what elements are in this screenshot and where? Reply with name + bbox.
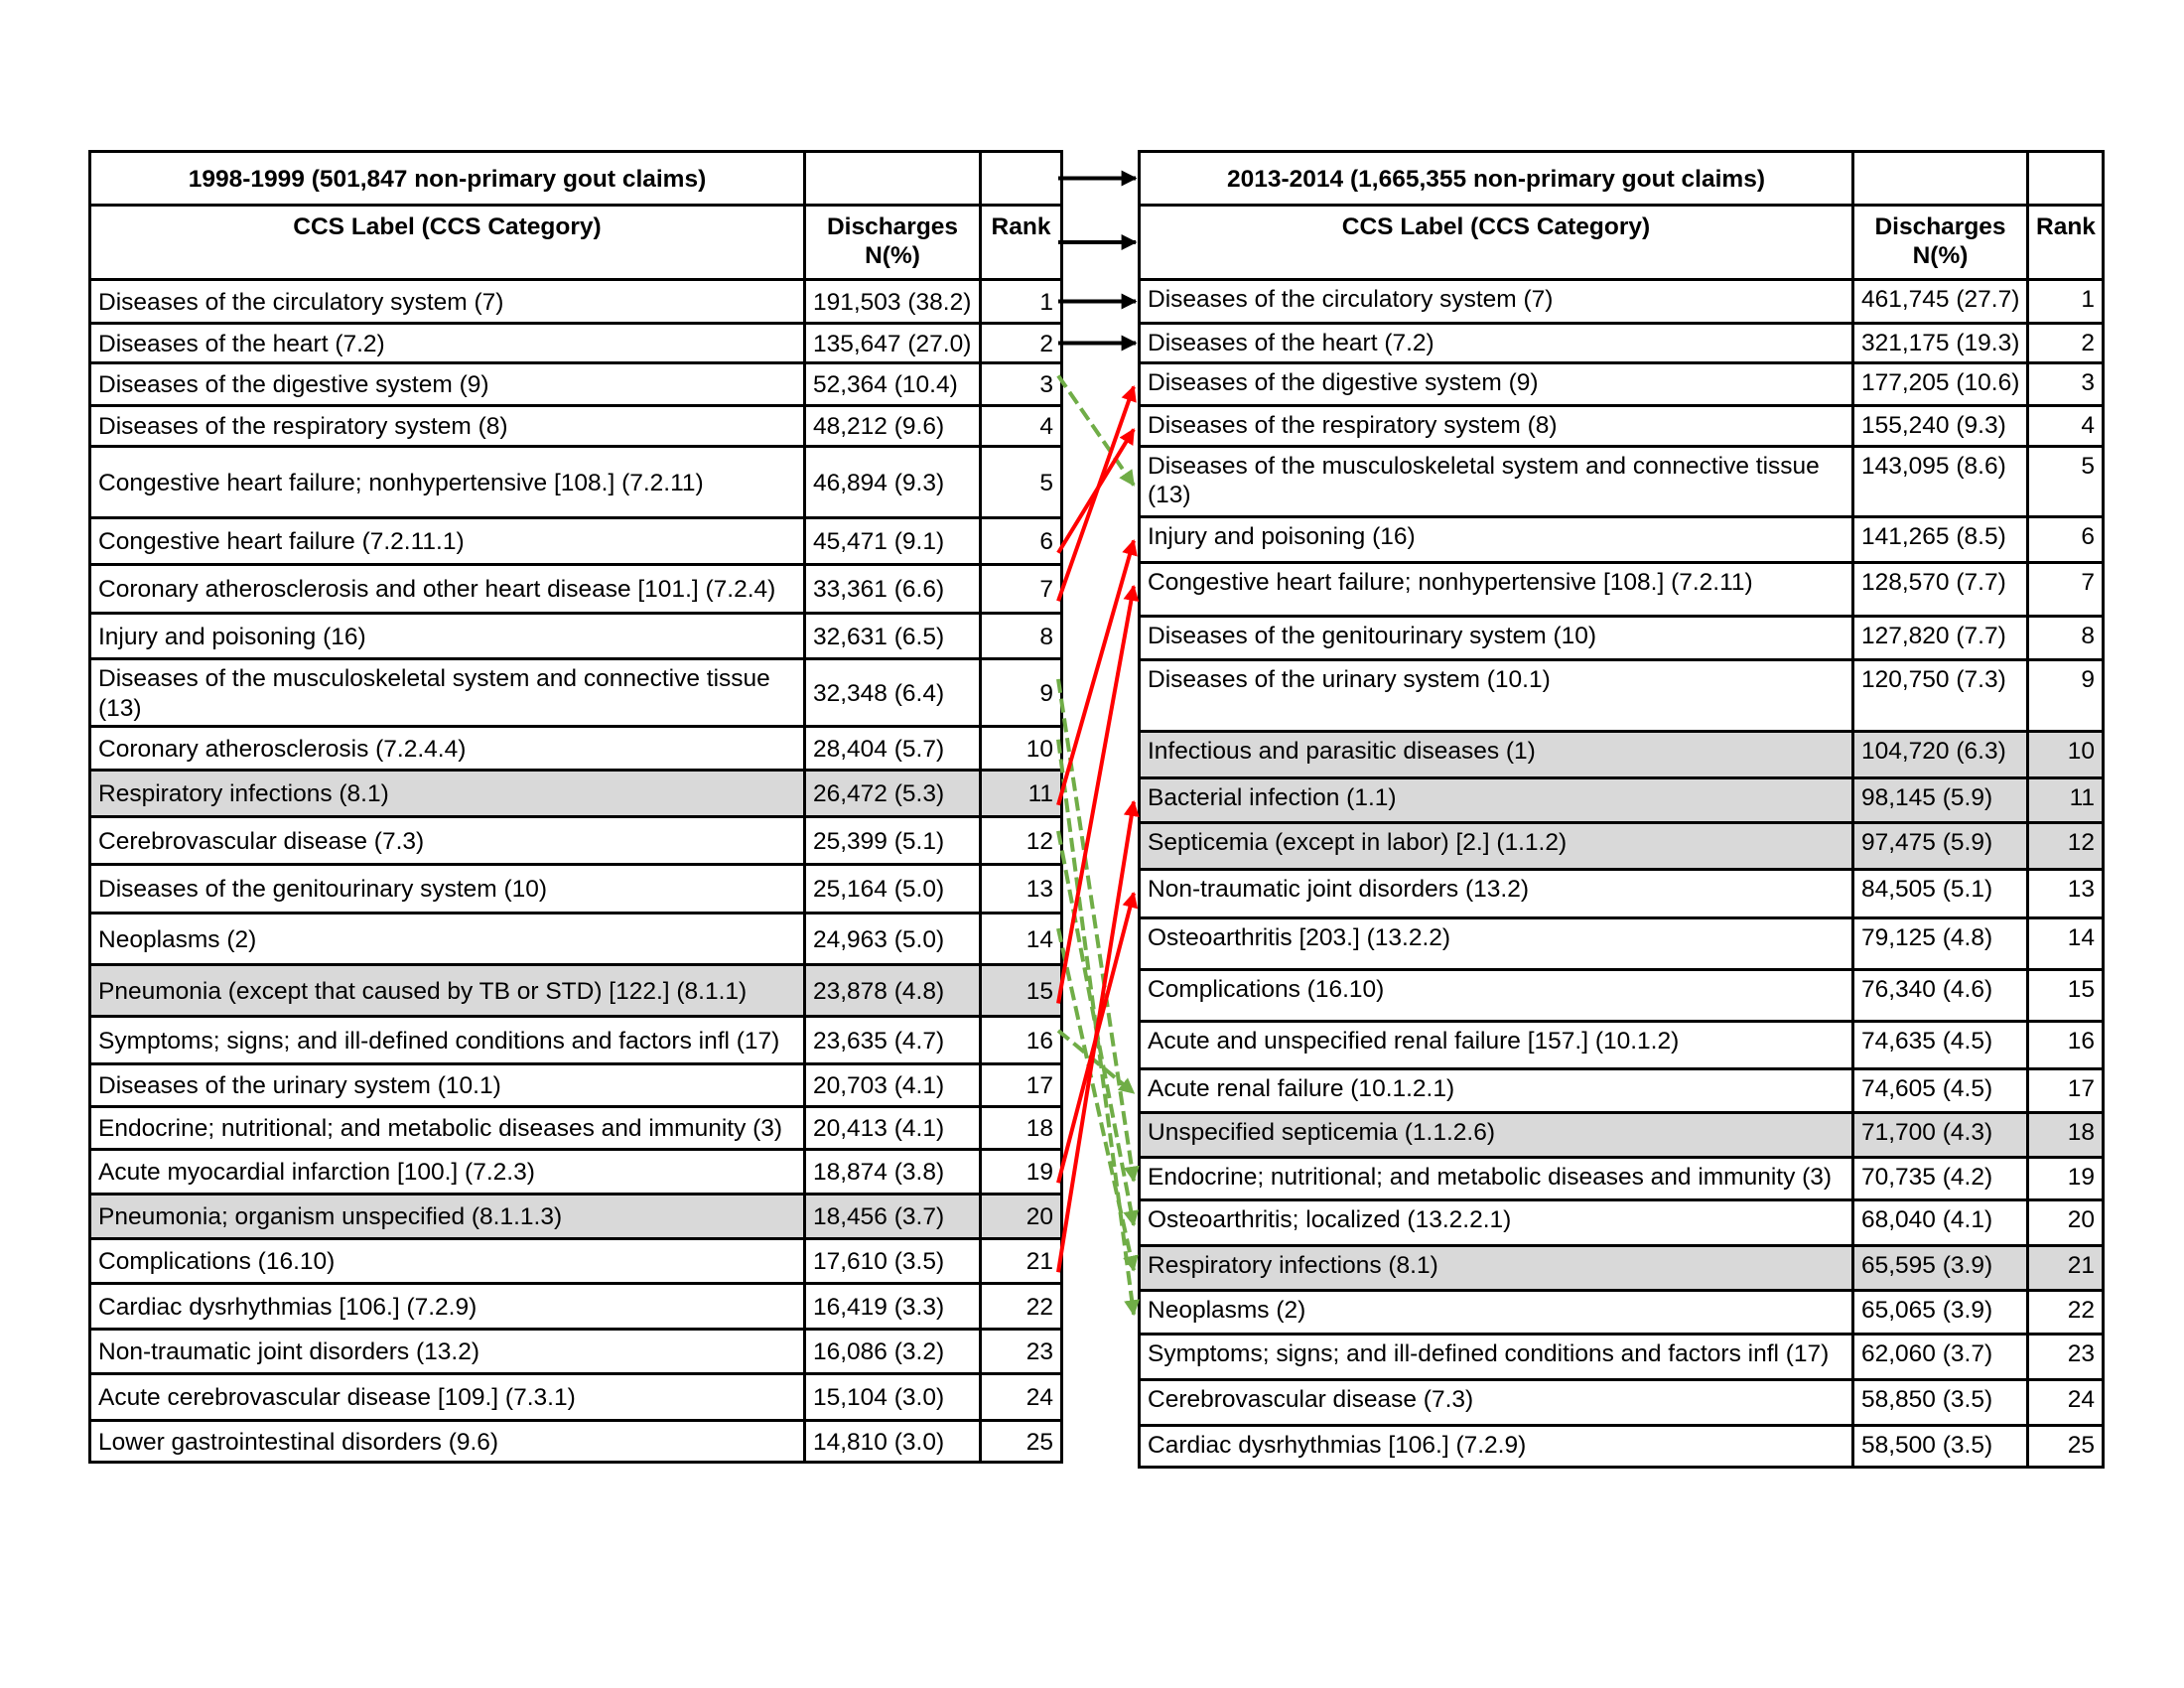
discharges-cell: 62,060 (3.7) bbox=[1853, 1335, 2028, 1380]
rank-cell: 4 bbox=[981, 406, 1062, 447]
table-row bbox=[90, 518, 1062, 565]
table-row bbox=[90, 1107, 1062, 1150]
ccs-label-cell: Acute and unspecified renal failure [157.] (10.1.2) bbox=[1140, 1022, 1853, 1069]
table-row bbox=[1140, 870, 2104, 918]
ccs-label-cell: Lower gastrointestinal disorders (9.6) bbox=[90, 1421, 805, 1463]
rank-cell: 3 bbox=[981, 363, 1062, 406]
rank-cell: 13 bbox=[981, 865, 1062, 914]
arrow-rank-up bbox=[1058, 387, 1134, 602]
discharges-cell: 58,500 (3.5) bbox=[1853, 1426, 2028, 1468]
discharges-cell: 17,610 (3.5) bbox=[805, 1239, 981, 1284]
col-header-label: CCS Label (CCS Category) bbox=[90, 206, 805, 280]
discharges-cell: 52,364 (10.4) bbox=[805, 363, 981, 406]
ccs-label-cell: Complications (16.10) bbox=[90, 1239, 805, 1284]
discharges-cell: 191,503 (38.2) bbox=[805, 280, 981, 324]
arrow-rank-up bbox=[1058, 894, 1134, 1184]
discharges-cell: 98,145 (5.9) bbox=[1853, 778, 2028, 823]
rank-cell: 13 bbox=[2028, 870, 2104, 918]
rank-cell: 18 bbox=[981, 1107, 1062, 1150]
rank-cell: 2 bbox=[2028, 324, 2104, 363]
rank-cell: 22 bbox=[2028, 1291, 2104, 1335]
discharges-cell: 58,850 (3.5) bbox=[1853, 1380, 2028, 1426]
table-row bbox=[90, 1284, 1062, 1330]
ccs-label-cell: Pneumonia; organism unspecified (8.1.1.3) bbox=[90, 1195, 805, 1239]
discharges-cell: 74,635 (4.5) bbox=[1853, 1022, 2028, 1069]
rank-cell: 23 bbox=[2028, 1335, 2104, 1380]
discharges-cell: 25,399 (5.1) bbox=[805, 817, 981, 865]
rank-cell: 10 bbox=[981, 727, 1062, 771]
rank-cell: 4 bbox=[2028, 406, 2104, 447]
ccs-label-cell: Cardiac dysrhythmias [106.] (7.2.9) bbox=[90, 1284, 805, 1330]
table-row bbox=[1140, 1022, 2104, 1069]
discharges-cell: 461,745 (27.7) bbox=[1853, 280, 2028, 324]
rank-cell: 20 bbox=[2028, 1200, 2104, 1246]
table-row bbox=[1140, 363, 2104, 406]
table-row bbox=[1140, 1113, 2104, 1158]
ccs-label-cell: Coronary atherosclerosis (7.2.4.4) bbox=[90, 727, 805, 771]
rank-cell: 19 bbox=[2028, 1158, 2104, 1200]
table-row bbox=[1140, 1426, 2104, 1468]
table-row bbox=[90, 406, 1062, 447]
rank-cell: 17 bbox=[981, 1064, 1062, 1107]
col-header-discharges-unit: N(%) bbox=[1912, 242, 1969, 270]
rank-cell: 2 bbox=[981, 324, 1062, 363]
discharges-cell: 18,874 (3.8) bbox=[805, 1150, 981, 1195]
rank-cell: 3 bbox=[2028, 363, 2104, 406]
table-row bbox=[90, 659, 1062, 727]
header-row bbox=[1140, 206, 2104, 280]
ccs-label-cell: Symptoms; signs; and ill-defined conditions and factors infl (17) bbox=[1140, 1335, 1853, 1380]
discharges-cell: 32,631 (6.5) bbox=[805, 614, 981, 659]
table-row bbox=[90, 1239, 1062, 1284]
ccs-label-cell: Osteoarthritis [203.] (13.2.2) bbox=[1140, 918, 1853, 970]
ccs-label-cell: Bacterial infection (1.1) bbox=[1140, 778, 1853, 823]
ccs-label-cell: Symptoms; signs; and ill-defined conditions and factors infl (17) bbox=[90, 1017, 805, 1064]
discharges-cell: 48,212 (9.6) bbox=[805, 406, 981, 447]
table-row bbox=[90, 1064, 1062, 1107]
rank-cell: 18 bbox=[2028, 1113, 2104, 1158]
table-row bbox=[90, 1330, 1062, 1374]
rank-cell: 7 bbox=[2028, 563, 2104, 617]
table-row bbox=[1140, 660, 2104, 732]
discharges-cell: 28,404 (5.7) bbox=[805, 727, 981, 771]
rank-cell: 6 bbox=[981, 518, 1062, 565]
ccs-label-cell: Complications (16.10) bbox=[1140, 970, 1853, 1022]
discharges-cell: 79,125 (4.8) bbox=[1853, 918, 2028, 970]
discharges-cell: 141,265 (8.5) bbox=[1853, 517, 2028, 563]
discharges-cell: 16,419 (3.3) bbox=[805, 1284, 981, 1330]
discharges-cell: 104,720 (6.3) bbox=[1853, 732, 2028, 778]
discharges-cell: 135,647 (27.0) bbox=[805, 324, 981, 363]
rank-cell: 11 bbox=[2028, 778, 2104, 823]
col-header-rank: Rank bbox=[981, 206, 1062, 280]
arrow-rank-up bbox=[1058, 430, 1134, 553]
ccs-label-cell: Endocrine; nutritional; and metabolic diseases and immunity (3) bbox=[90, 1107, 805, 1150]
table-2013-2014 bbox=[1138, 150, 2105, 1469]
table-row bbox=[1140, 732, 2104, 778]
rank-cell: 5 bbox=[2028, 447, 2104, 517]
rank-cell: 8 bbox=[981, 614, 1062, 659]
rank-cell: 16 bbox=[981, 1017, 1062, 1064]
arrow-rank-down bbox=[1058, 831, 1134, 1225]
discharges-cell: 23,878 (4.8) bbox=[805, 965, 981, 1017]
discharges-cell: 26,472 (5.3) bbox=[805, 771, 981, 817]
rank-cell: 25 bbox=[981, 1421, 1062, 1463]
table-row bbox=[90, 280, 1062, 324]
table-row bbox=[90, 1017, 1062, 1064]
ccs-label-cell: Osteoarthritis; localized (13.2.2.1) bbox=[1140, 1200, 1853, 1246]
ccs-label-cell: Unspecified septicemia (1.1.2.6) bbox=[1140, 1113, 1853, 1158]
table-row bbox=[1140, 563, 2104, 617]
table-row bbox=[1140, 970, 2104, 1022]
table-row bbox=[90, 817, 1062, 865]
col-header-rank: Rank bbox=[2028, 206, 2104, 280]
ccs-label-cell: Acute renal failure (10.1.2.1) bbox=[1140, 1069, 1853, 1113]
ccs-label-cell: Pneumonia (except that caused by TB or STD) [122.] (8.1.1) bbox=[90, 965, 805, 1017]
col-header-discharges-text: Discharges bbox=[826, 213, 959, 240]
ccs-label-cell: Diseases of the genitourinary system (10) bbox=[1140, 617, 1853, 660]
ccs-label-cell: Diseases of the circulatory system (7) bbox=[1140, 280, 1853, 324]
arrow-layer bbox=[1058, 179, 1136, 1315]
table-row bbox=[90, 965, 1062, 1017]
table-row bbox=[1140, 1380, 2104, 1426]
ccs-label-cell: Congestive heart failure; nonhypertensive [108.] (7.2.11) bbox=[1140, 563, 1853, 617]
rank-cell: 22 bbox=[981, 1284, 1062, 1330]
ccs-label-cell: Diseases of the heart (7.2) bbox=[1140, 324, 1853, 363]
ccs-label-cell: Diseases of the urinary system (10.1) bbox=[90, 1064, 805, 1107]
discharges-cell: 65,065 (3.9) bbox=[1853, 1291, 2028, 1335]
ccs-label-cell: Diseases of the musculoskeletal system and connective tissue (13) bbox=[90, 659, 805, 727]
rank-cell: 9 bbox=[981, 659, 1062, 727]
table-row bbox=[90, 1374, 1062, 1421]
discharges-cell: 15,104 (3.0) bbox=[805, 1374, 981, 1421]
col-header-discharges-unit: N(%) bbox=[865, 242, 920, 270]
rank-cell: 14 bbox=[2028, 918, 2104, 970]
table-row bbox=[90, 1421, 1062, 1463]
table-row bbox=[1140, 918, 2104, 970]
col-header-discharges bbox=[805, 206, 981, 280]
ccs-label-cell: Respiratory infections (8.1) bbox=[90, 771, 805, 817]
table-row bbox=[90, 363, 1062, 406]
table-row bbox=[1140, 823, 2104, 870]
rank-cell: 1 bbox=[2028, 280, 2104, 324]
discharges-cell: 18,456 (3.7) bbox=[805, 1195, 981, 1239]
title-row bbox=[90, 152, 1062, 206]
title-spacer bbox=[2028, 152, 2104, 206]
table-row bbox=[90, 771, 1062, 817]
ccs-label-cell: Diseases of the musculoskeletal system and connective tissue (13) bbox=[1140, 447, 1853, 517]
discharges-cell: 143,095 (8.6) bbox=[1853, 447, 2028, 517]
table-row bbox=[90, 727, 1062, 771]
rank-cell: 14 bbox=[981, 914, 1062, 965]
ccs-label-cell: Cerebrovascular disease (7.3) bbox=[1140, 1380, 1853, 1426]
discharges-cell: 70,735 (4.2) bbox=[1853, 1158, 2028, 1200]
rank-cell: 23 bbox=[981, 1330, 1062, 1374]
ccs-label-cell: Neoplasms (2) bbox=[90, 914, 805, 965]
rank-cell: 10 bbox=[2028, 732, 2104, 778]
table-row bbox=[1140, 1335, 2104, 1380]
rank-cell: 5 bbox=[981, 447, 1062, 518]
table-row bbox=[90, 447, 1062, 518]
table-row bbox=[1140, 1158, 2104, 1200]
table-row bbox=[1140, 1246, 2104, 1291]
discharges-cell: 71,700 (4.3) bbox=[1853, 1113, 2028, 1158]
ccs-label-cell: Diseases of the urinary system (10.1) bbox=[1140, 660, 1853, 732]
table-row bbox=[90, 1150, 1062, 1195]
title-spacer bbox=[1853, 152, 2028, 206]
ccs-label-cell: Diseases of the genitourinary system (10) bbox=[90, 865, 805, 914]
ccs-label-cell: Acute myocardial infarction [100.] (7.2.3) bbox=[90, 1150, 805, 1195]
table-row bbox=[90, 614, 1062, 659]
ccs-label-cell: Diseases of the digestive system (9) bbox=[90, 363, 805, 406]
arrow-rank-down bbox=[1058, 1031, 1134, 1093]
rank-cell: 15 bbox=[981, 965, 1062, 1017]
ccs-label-cell: Injury and poisoning (16) bbox=[90, 614, 805, 659]
ccs-label-cell: Coronary atherosclerosis and other heart disease [101.] (7.2.4) bbox=[90, 565, 805, 614]
table-row bbox=[1140, 1200, 2104, 1246]
rank-cell: 12 bbox=[981, 817, 1062, 865]
ccs-label-cell: Cardiac dysrhythmias [106.] (7.2.9) bbox=[1140, 1426, 1853, 1468]
rank-cell: 24 bbox=[981, 1374, 1062, 1421]
table-row bbox=[90, 865, 1062, 914]
discharges-cell: 97,475 (5.9) bbox=[1853, 823, 2028, 870]
ccs-label-cell: Cerebrovascular disease (7.3) bbox=[90, 817, 805, 865]
discharges-cell: 16,086 (3.2) bbox=[805, 1330, 981, 1374]
discharges-cell: 45,471 (9.1) bbox=[805, 518, 981, 565]
discharges-cell: 65,595 (3.9) bbox=[1853, 1246, 2028, 1291]
rank-cell: 24 bbox=[2028, 1380, 2104, 1426]
ccs-label-cell: Injury and poisoning (16) bbox=[1140, 517, 1853, 563]
discharges-cell: 46,894 (9.3) bbox=[805, 447, 981, 518]
table-row bbox=[1140, 1291, 2104, 1335]
ccs-label-cell: Infectious and parasitic diseases (1) bbox=[1140, 732, 1853, 778]
arrow-rank-down bbox=[1058, 740, 1134, 1315]
table-row bbox=[1140, 617, 2104, 660]
ccs-label-cell: Neoplasms (2) bbox=[1140, 1291, 1853, 1335]
ccs-label-cell: Congestive heart failure; nonhypertensive [108.] (7.2.11) bbox=[90, 447, 805, 518]
discharges-cell: 25,164 (5.0) bbox=[805, 865, 981, 914]
rank-cell: 9 bbox=[2028, 660, 2104, 732]
rank-cell: 7 bbox=[981, 565, 1062, 614]
rank-cell: 11 bbox=[981, 771, 1062, 817]
discharges-cell: 32,348 (6.4) bbox=[805, 659, 981, 727]
rank-cell: 12 bbox=[2028, 823, 2104, 870]
ccs-label-cell: Diseases of the circulatory system (7) bbox=[90, 280, 805, 324]
rank-cell: 21 bbox=[981, 1239, 1062, 1284]
title-row bbox=[1140, 152, 2104, 206]
table-row bbox=[1140, 406, 2104, 447]
ccs-label-cell: Acute cerebrovascular disease [109.] (7.3.1) bbox=[90, 1374, 805, 1421]
arrow-rank-up bbox=[1058, 587, 1134, 1004]
arrow-rank-down bbox=[1058, 928, 1134, 1270]
rank-cell: 17 bbox=[2028, 1069, 2104, 1113]
rank-cell: 20 bbox=[981, 1195, 1062, 1239]
table-row bbox=[1140, 1069, 2104, 1113]
rank-cell: 6 bbox=[2028, 517, 2104, 563]
discharges-cell: 24,963 (5.0) bbox=[805, 914, 981, 965]
discharges-cell: 68,040 (4.1) bbox=[1853, 1200, 2028, 1246]
table-row bbox=[1140, 324, 2104, 363]
table-title: 2013-2014 (1,665,355 non-primary gout claims) bbox=[1140, 152, 1853, 206]
arrow-rank-up bbox=[1058, 802, 1134, 1273]
arrow-rank-up bbox=[1058, 541, 1134, 805]
discharges-cell: 74,605 (4.5) bbox=[1853, 1069, 2028, 1113]
table-row bbox=[90, 914, 1062, 965]
rank-cell: 19 bbox=[981, 1150, 1062, 1195]
col-header-label: CCS Label (CCS Category) bbox=[1140, 206, 1853, 280]
table-row bbox=[1140, 517, 2104, 563]
rank-cell: 1 bbox=[981, 280, 1062, 324]
table-row bbox=[90, 1195, 1062, 1239]
discharges-cell: 14,810 (3.0) bbox=[805, 1421, 981, 1463]
discharges-cell: 120,750 (7.3) bbox=[1853, 660, 2028, 732]
discharges-cell: 128,570 (7.7) bbox=[1853, 563, 2028, 617]
discharges-cell: 33,361 (6.6) bbox=[805, 565, 981, 614]
discharges-cell: 20,703 (4.1) bbox=[805, 1064, 981, 1107]
discharges-cell: 20,413 (4.1) bbox=[805, 1107, 981, 1150]
ccs-label-cell: Endocrine; nutritional; and metabolic diseases and immunity (3) bbox=[1140, 1158, 1853, 1200]
rank-cell: 8 bbox=[2028, 617, 2104, 660]
table-row bbox=[90, 324, 1062, 363]
ccs-label-cell: Non-traumatic joint disorders (13.2) bbox=[1140, 870, 1853, 918]
discharges-cell: 177,205 (10.6) bbox=[1853, 363, 2028, 406]
arrow-rank-down bbox=[1058, 375, 1134, 485]
ccs-label-cell: Congestive heart failure (7.2.11.1) bbox=[90, 518, 805, 565]
rank-cell: 21 bbox=[2028, 1246, 2104, 1291]
ccs-label-cell: Non-traumatic joint disorders (13.2) bbox=[90, 1330, 805, 1374]
discharges-cell: 76,340 (4.6) bbox=[1853, 970, 2028, 1022]
discharges-cell: 23,635 (4.7) bbox=[805, 1017, 981, 1064]
table-row bbox=[1140, 778, 2104, 823]
table-title: 1998-1999 (501,847 non-primary gout claims) bbox=[90, 152, 805, 206]
discharges-cell: 155,240 (9.3) bbox=[1853, 406, 2028, 447]
title-spacer bbox=[981, 152, 1062, 206]
ccs-label-cell: Respiratory infections (8.1) bbox=[1140, 1246, 1853, 1291]
ccs-label-cell: Diseases of the respiratory system (8) bbox=[1140, 406, 1853, 447]
table-row bbox=[1140, 280, 2104, 324]
table-1998-1999 bbox=[88, 150, 1063, 1464]
table-row bbox=[90, 565, 1062, 614]
discharges-cell: 84,505 (5.1) bbox=[1853, 870, 2028, 918]
arrow-rank-down bbox=[1058, 679, 1134, 1181]
discharges-cell: 127,820 (7.7) bbox=[1853, 617, 2028, 660]
col-header-discharges bbox=[1853, 206, 2028, 280]
header-row bbox=[90, 206, 1062, 280]
title-spacer bbox=[805, 152, 981, 206]
ccs-label-cell: Diseases of the heart (7.2) bbox=[90, 324, 805, 363]
discharges-cell: 321,175 (19.3) bbox=[1853, 324, 2028, 363]
col-header-discharges-text: Discharges bbox=[1874, 213, 2006, 240]
rank-cell: 25 bbox=[2028, 1426, 2104, 1468]
rank-cell: 16 bbox=[2028, 1022, 2104, 1069]
ccs-label-cell: Diseases of the digestive system (9) bbox=[1140, 363, 1853, 406]
ccs-label-cell: Diseases of the respiratory system (8) bbox=[90, 406, 805, 447]
ccs-label-cell: Septicemia (except in labor) [2.] (1.1.2) bbox=[1140, 823, 1853, 870]
rank-cell: 15 bbox=[2028, 970, 2104, 1022]
table-row bbox=[1140, 447, 2104, 517]
